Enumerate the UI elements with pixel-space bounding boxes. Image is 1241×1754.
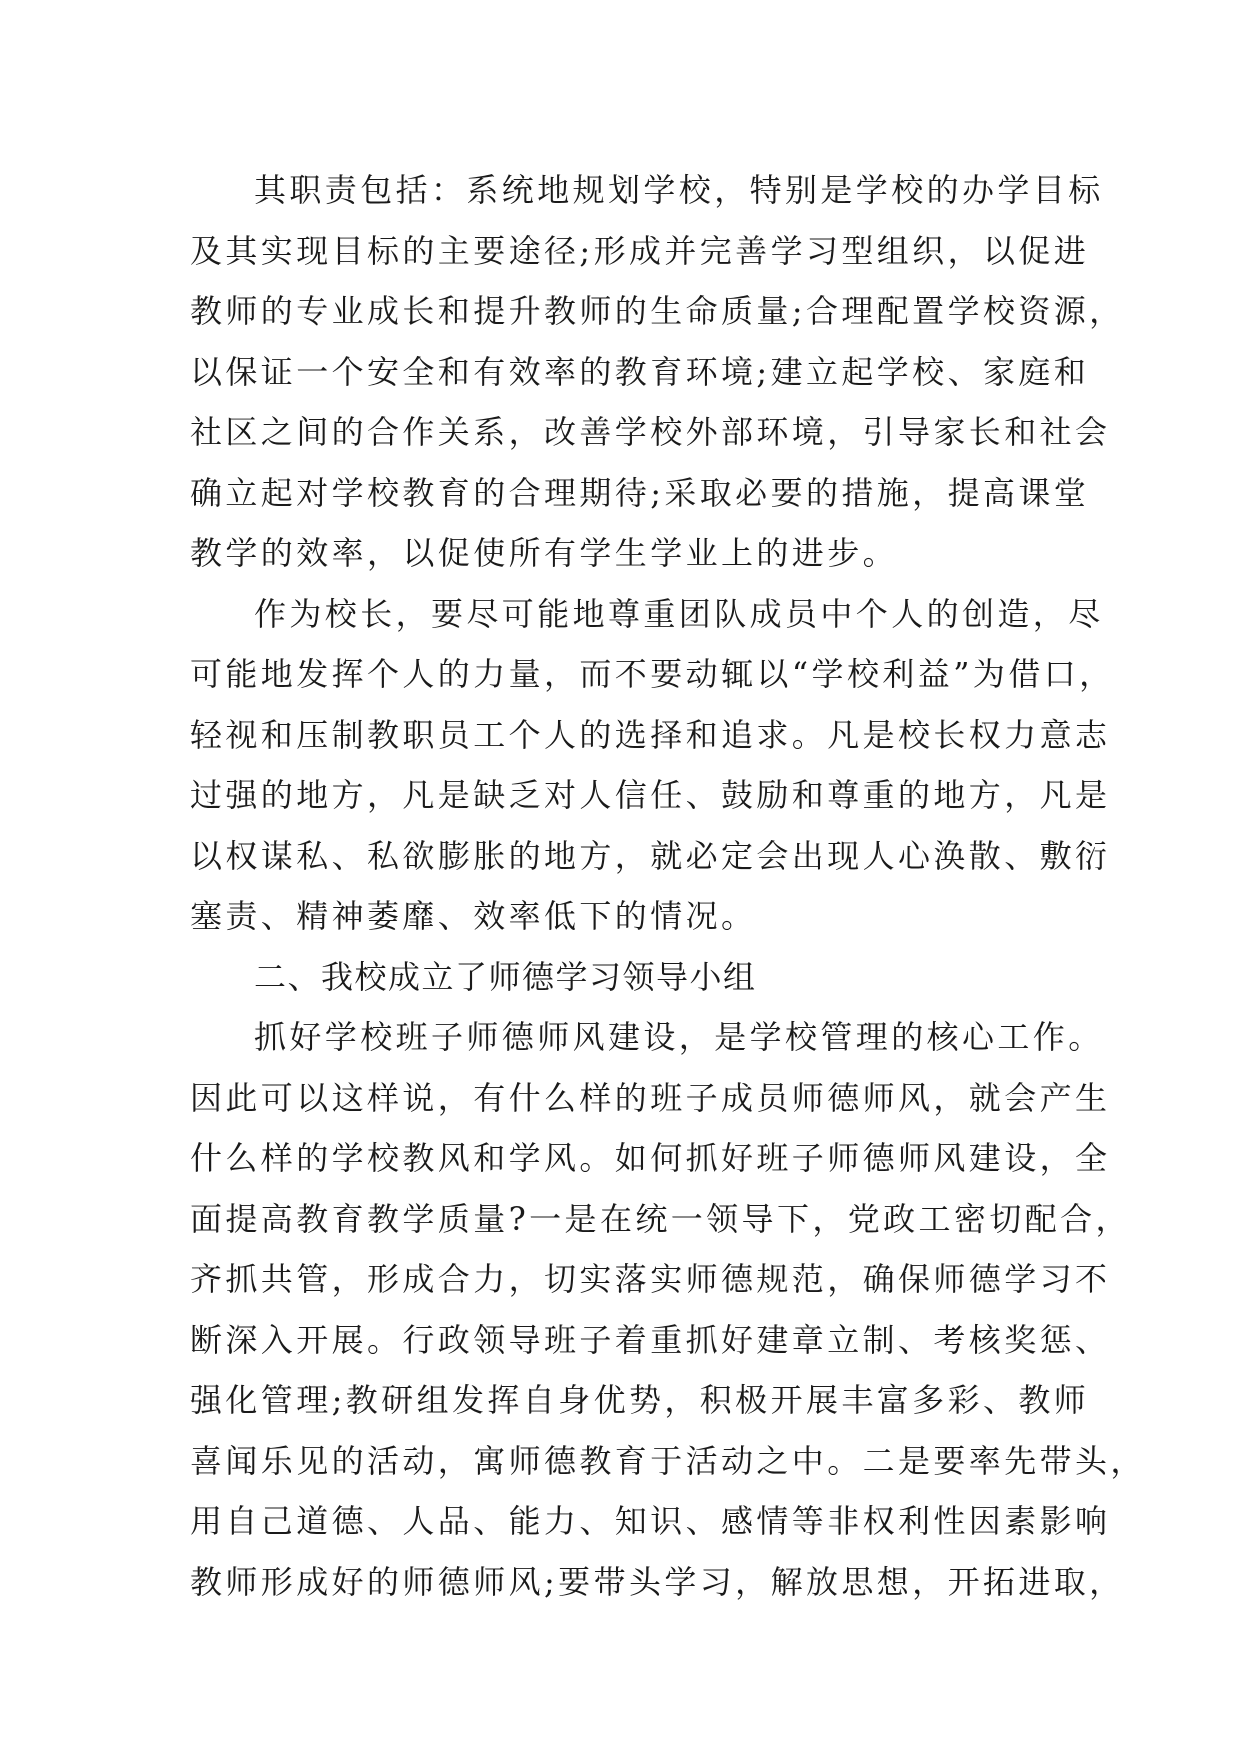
text-line: 作为校长，要尽可能地尊重团队成员中个人的创造，尽: [254, 594, 1104, 633]
text-line: 强化管理;教研组发挥自身优势，积极开展丰富多彩、教师: [190, 1381, 1090, 1419]
text-line: 以权谋私、私欲膨胀的地方，就必定会出现人心涣散、敷衍: [190, 836, 1111, 875]
text-line: 喜闻乐见的活动，寓师德教育于活动之中。二是要率先带头，: [190, 1441, 1146, 1480]
document-body: [190, 160, 1146, 1612]
text-line: 可能地发挥个人的力量，而不要动辄以“学校利益”为借口，: [190, 655, 1115, 693]
text-line: 确立起对学校教育的合理期待;采取必要的措施，提高课堂: [190, 473, 1090, 512]
text-line: 什么样的学校教风和学风。如何抓好班子师德师风建设，全: [190, 1139, 1111, 1177]
text-line: 社区之间的合作关系，改善学校外部环境，引导家长和社会: [190, 413, 1111, 451]
text-line: 断深入开展。行政领导班子着重抓好建章立制、考核奖惩、: [190, 1320, 1111, 1359]
text-line: 教师形成好的师德师风;要带头学习，解放思想，开拓进取，: [190, 1562, 1125, 1601]
text-line: 因此可以这样说，有什么样的班子成员师德师风，就会产生: [190, 1078, 1111, 1117]
paragraph-ethics: [190, 1007, 1146, 1612]
text-line: 过强的地方，凡是缺乏对人信任、鼓励和尊重的地方，凡是: [190, 776, 1111, 814]
section-heading: [190, 947, 1080, 1008]
paragraph-duties: [190, 160, 1125, 584]
text-line: 及其实现目标的主要途径;形成并完善学习型组织，以促进: [190, 231, 1090, 270]
paragraph-principal: [190, 584, 1115, 947]
text-line: 轻视和压制教职员工个人的选择和追求。凡是校长权力意志: [190, 715, 1111, 754]
text-line: 教学的效率，以促使所有学生学业上的进步。: [190, 534, 899, 572]
text-line: 抓好学校班子师德师风建设，是学校管理的核心工作。: [254, 1018, 1104, 1056]
heading-line: 二、我校成立了师德学习领导小组: [254, 957, 757, 996]
text-line: 教师的专业成长和提升教师的生命质量;合理配置学校资源，: [190, 292, 1125, 330]
text-line: 齐抓共管，形成合力，切实落实师德规范，确保师德学习不: [190, 1260, 1111, 1298]
text-line: 用自己道德、人品、能力、知识、感情等非权利性因素影响: [190, 1502, 1111, 1540]
text-line: 以保证一个安全和有效率的教育环境;建立起学校、家庭和: [190, 352, 1090, 391]
text-line: 其职责包括：系统地规划学校，特别是学校的办学目标: [254, 171, 1104, 209]
text-line: 面提高教育教学质量?一是在统一领导下，党政工密切配合，: [190, 1199, 1131, 1238]
text-line: 塞责、精神萎靡、效率低下的情况。: [190, 897, 757, 935]
